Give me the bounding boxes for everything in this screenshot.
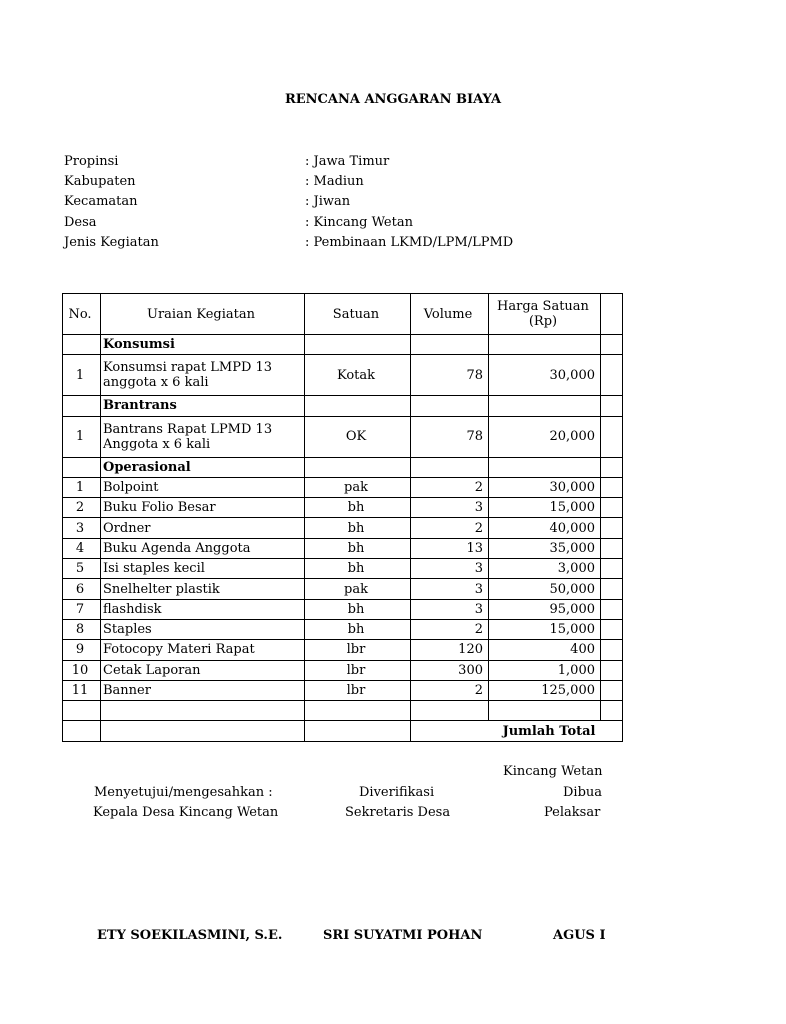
- signature-name-kepala-desa: ETY SOEKILASMINI, S.E.: [97, 928, 283, 943]
- cell-volume: 2: [411, 619, 489, 639]
- info-value: : Pembinaan LKMD/LPM/LPMD: [305, 234, 514, 250]
- cell-uraian: Bantrans Rapat LPMD 13 Anggota x 6 kali: [101, 416, 305, 457]
- table-cell: [601, 579, 623, 599]
- table-cell: [601, 335, 623, 355]
- cell-volume: 3: [411, 559, 489, 579]
- cell-volume: 120: [411, 640, 489, 660]
- cell-no: 5: [63, 559, 101, 579]
- cell-uraian: Bolpoint: [101, 477, 305, 497]
- cell-no: 1: [63, 477, 101, 497]
- section-row: [63, 335, 623, 355]
- cell-satuan: Kotak: [305, 355, 411, 396]
- document-title: RENCANA ANGGARAN BIAYA: [284, 92, 502, 107]
- info-label: Jenis Kegiatan: [64, 234, 159, 250]
- table-header-row: [63, 294, 623, 335]
- header-harga: Harga Satuan (Rp): [489, 294, 601, 335]
- cell-no: 1: [63, 416, 101, 457]
- table-cell: [305, 396, 411, 416]
- table-row: [63, 619, 623, 639]
- cell-harga: 20,000: [489, 416, 601, 457]
- cell-no: 7: [63, 599, 101, 619]
- table-row: [63, 599, 623, 619]
- cell-no: 10: [63, 660, 101, 680]
- cell-no: 4: [63, 538, 101, 558]
- table-cell: [601, 396, 623, 416]
- table-row: [63, 416, 623, 457]
- table-row: [63, 538, 623, 558]
- info-label: Propinsi: [64, 154, 119, 169]
- section-title: Operasional: [101, 457, 305, 477]
- table-cell: [601, 457, 623, 477]
- cell-volume: 3: [411, 498, 489, 518]
- table-cell: [601, 498, 623, 518]
- table-cell: [305, 457, 411, 477]
- cell-harga: 50,000: [489, 579, 601, 599]
- cell-satuan: bh: [305, 498, 411, 518]
- place-date: Kincang Wetan: [503, 764, 603, 779]
- table-cell: [101, 721, 305, 741]
- table-cell: [601, 619, 623, 639]
- cell-satuan: bh: [305, 599, 411, 619]
- cell-uraian: Ordner: [101, 518, 305, 538]
- signature-name-sekretaris: SRI SUYATMI POHAN: [323, 928, 483, 943]
- budget-table: [62, 293, 623, 742]
- signature-title-kepala-desa: Kepala Desa Kincang Wetan: [93, 805, 279, 820]
- signature-name-pelaksana: AGUS I: [553, 928, 606, 943]
- cell-harga: 15,000: [489, 619, 601, 639]
- cell-uraian: Staples: [101, 619, 305, 639]
- cell-volume: 78: [411, 355, 489, 396]
- cell-no: 3: [63, 518, 101, 538]
- header-volume: Volume: [411, 294, 489, 335]
- section-title: Brantrans: [101, 396, 305, 416]
- signature-role-verify: Diverifikasi: [359, 785, 435, 800]
- table-row: [63, 680, 623, 700]
- cell-volume: 2: [411, 477, 489, 497]
- cell-volume: 3: [411, 599, 489, 619]
- table-cell: [411, 701, 489, 721]
- table-cell: [601, 640, 623, 660]
- info-label: Kecamatan: [64, 194, 138, 210]
- cell-no: 1: [63, 355, 101, 396]
- cell-no: 6: [63, 579, 101, 599]
- signature-title-pelaksana: Pelaksar: [544, 805, 601, 820]
- cell-volume: 2: [411, 680, 489, 700]
- table-cell: [601, 680, 623, 700]
- table-cell: [601, 701, 623, 721]
- table-cell: [411, 335, 489, 355]
- info-value: : Kincang Wetan: [305, 214, 413, 230]
- empty-row: [63, 701, 623, 721]
- table-cell: [601, 477, 623, 497]
- table-cell: [601, 660, 623, 680]
- signature-role-approve: Menyetujui/mengesahkan :: [94, 785, 273, 800]
- table-cell: [601, 599, 623, 619]
- cell-volume: 13: [411, 538, 489, 558]
- table-cell: [305, 335, 411, 355]
- table-row: [63, 518, 623, 538]
- cell-uraian: Konsumsi rapat LMPD 13 anggota x 6 kali: [101, 355, 305, 396]
- total-row: [63, 721, 623, 741]
- table-row: [63, 559, 623, 579]
- cell-satuan: bh: [305, 538, 411, 558]
- cell-satuan: pak: [305, 477, 411, 497]
- info-label: Desa: [64, 214, 97, 230]
- cell-harga: 30,000: [489, 477, 601, 497]
- table-cell: [601, 355, 623, 396]
- cell-harga: 35,000: [489, 538, 601, 558]
- cell-no: 9: [63, 640, 101, 660]
- cell-uraian: Snelhelter plastik: [101, 579, 305, 599]
- cell-uraian: flashdisk: [101, 599, 305, 619]
- header-satuan: Satuan: [305, 294, 411, 335]
- table-cell: [489, 335, 601, 355]
- table-cell: [601, 416, 623, 457]
- info-value: : Jawa Timur: [305, 154, 390, 169]
- cell-satuan: lbr: [305, 680, 411, 700]
- table-row: [63, 355, 623, 396]
- cell-uraian: Buku Folio Besar: [101, 498, 305, 518]
- total-label: Jumlah Total: [411, 721, 601, 741]
- cell-harga: 95,000: [489, 599, 601, 619]
- cell-volume: 78: [411, 416, 489, 457]
- cell-harga: 400: [489, 640, 601, 660]
- table-cell: [411, 396, 489, 416]
- cell-satuan: OK: [305, 416, 411, 457]
- cell-uraian: Isi staples kecil: [101, 559, 305, 579]
- table-cell: [63, 721, 101, 741]
- table-cell: [489, 701, 601, 721]
- cell-uraian: Fotocopy Materi Rapat: [101, 640, 305, 660]
- cell-harga: 30,000: [489, 355, 601, 396]
- cell-uraian: Cetak Laporan: [101, 660, 305, 680]
- section-row: [63, 396, 623, 416]
- info-label: Kabupaten: [64, 174, 136, 190]
- table-row: [63, 498, 623, 518]
- table-cell: [101, 701, 305, 721]
- table-cell: [305, 701, 411, 721]
- cell-harga: 1,000: [489, 660, 601, 680]
- info-value: : Madiun: [305, 174, 364, 190]
- cell-volume: 3: [411, 579, 489, 599]
- table-row: [63, 477, 623, 497]
- header-no: No.: [63, 294, 101, 335]
- table-cell: [601, 559, 623, 579]
- table-cell: [63, 335, 101, 355]
- section-row: [63, 457, 623, 477]
- signature-title-sekretaris: Sekretaris Desa: [345, 805, 451, 820]
- table-cell: [489, 457, 601, 477]
- header-uraian: Uraian Kegiatan: [101, 294, 305, 335]
- table-row: [63, 640, 623, 660]
- cell-satuan: bh: [305, 619, 411, 639]
- section-title: Konsumsi: [101, 335, 305, 355]
- cell-volume: 300: [411, 660, 489, 680]
- cell-satuan: lbr: [305, 660, 411, 680]
- cell-harga: 15,000: [489, 498, 601, 518]
- table-cell: [63, 457, 101, 477]
- cell-satuan: bh: [305, 518, 411, 538]
- cell-harga: 125,000: [489, 680, 601, 700]
- table-row: [63, 660, 623, 680]
- table-cell: [305, 721, 411, 741]
- cell-satuan: pak: [305, 579, 411, 599]
- table-cell: [601, 721, 623, 741]
- cell-no: 11: [63, 680, 101, 700]
- cell-no: 2: [63, 498, 101, 518]
- table-cell: [601, 518, 623, 538]
- cell-harga: 40,000: [489, 518, 601, 538]
- cell-uraian: Buku Agenda Anggota: [101, 538, 305, 558]
- cell-harga: 3,000: [489, 559, 601, 579]
- table-cell: [601, 538, 623, 558]
- table-cell: [489, 396, 601, 416]
- table-cell: [63, 701, 101, 721]
- signature-role-made: Dibua: [563, 785, 603, 800]
- table-cell: [63, 396, 101, 416]
- cell-satuan: lbr: [305, 640, 411, 660]
- cell-volume: 2: [411, 518, 489, 538]
- cell-no: 8: [63, 619, 101, 639]
- info-value: : Jiwan: [305, 194, 351, 210]
- cell-satuan: bh: [305, 559, 411, 579]
- table-cell: [601, 294, 623, 335]
- cell-uraian: Banner: [101, 680, 305, 700]
- table-row: [63, 579, 623, 599]
- table-cell: [411, 457, 489, 477]
